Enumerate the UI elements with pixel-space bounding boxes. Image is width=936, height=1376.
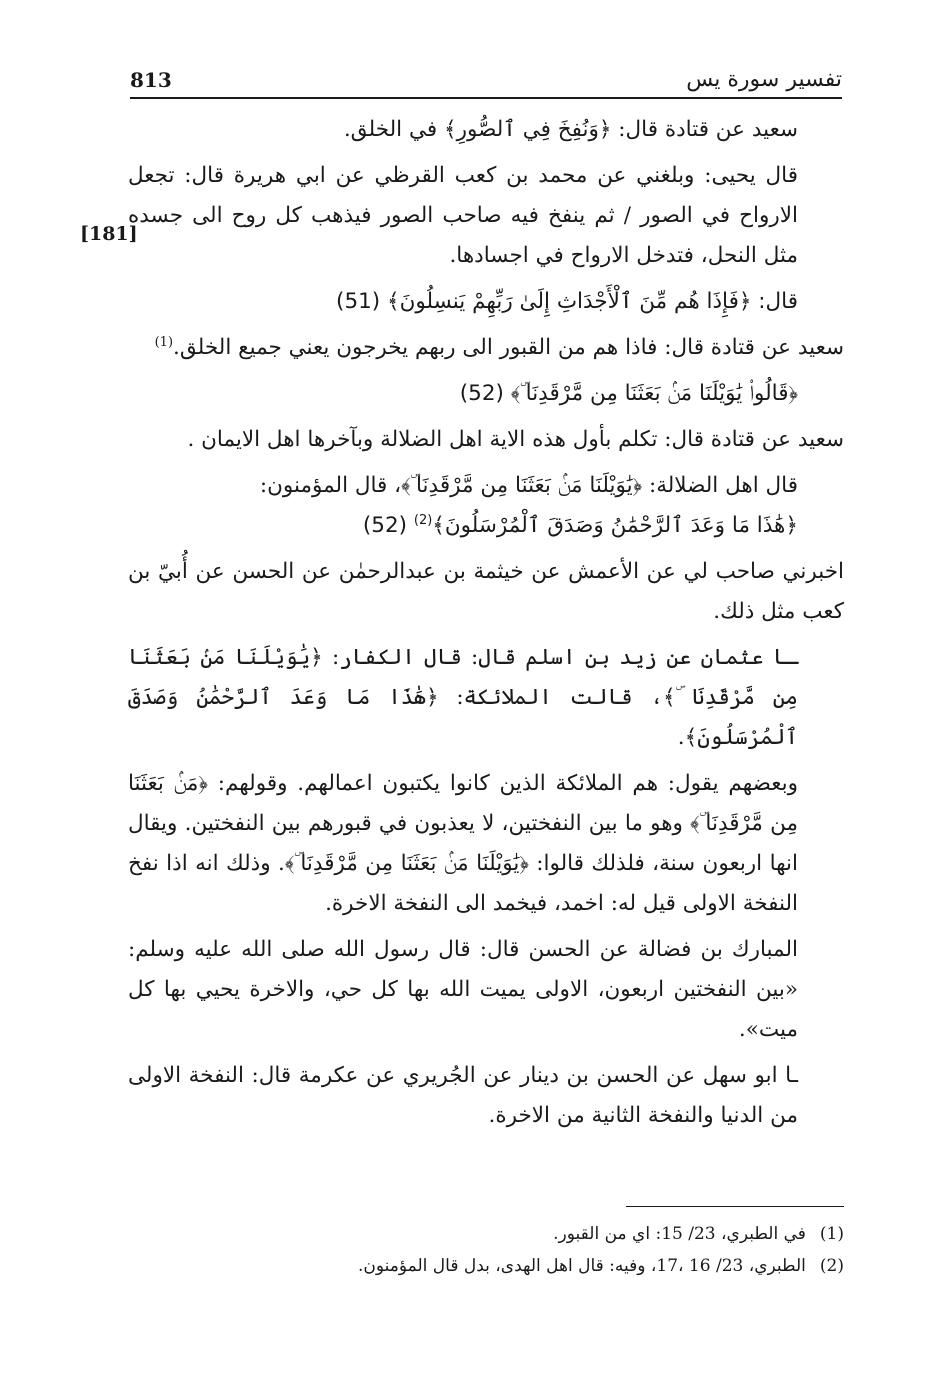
footnote-1-number: (1): [819, 1224, 844, 1244]
verse-number-52: (52): [362, 513, 408, 538]
running-title: تفسير سورة يس: [686, 67, 842, 92]
paragraph-8: وبعضهم يقول: هم الملائكة الذين كانوا يكتبون اعمالهم. وقولهم: ﴿مَنۢ بَعَثَنَا مِن مَّرْقَدِنَا ۜ﴾ وهو ما بين النفختين، لا يعذبون في قبورهم بين النفختين. ويقال انها اربعون سنة، فلذلك قالوا: ﴿يَٰوَيْلَنَا مَنۢ بَعَثَنَا مِن مَّرْقَدِنَا ۜ﴾. وذلك انه اذا نفخ النفخة الاولى قيل له: اخمد، فيخمد الى النفخة الاخرة.: [128, 771, 798, 916]
paragraph-1: سعيد عن قتادة قال: ﴿وَنُفِخَ فِي ٱلصُّورِ﴾ في الخلق.: [343, 117, 798, 142]
body-text: [128, 110, 844, 1136]
page-header: [130, 58, 842, 92]
paragraph-3-text: سعيد عن قتادة قال: فاذا هم من القبور الى ربهم يخرجون يعني جميع الخلق.: [173, 335, 844, 360]
verse-52: ﴿قَالُوا۟ يَٰوَيْلَنَا مَنۢ بَعَثَنَا مِن مَّرْقَدِنَا ۜ﴾ (52): [459, 381, 798, 406]
page-number: 813: [130, 68, 172, 92]
paragraph-9: المبارك بن فضالة عن الحسن قال: قال رسول الله صلى الله عليه وسلم: «بين النفختين اربعون، الاولى يميت الله بها كل حي، والاخرة يحيي بها كل ميت».: [128, 937, 798, 1042]
paragraph-4: سعيد عن قتادة قال: تكلم بأول هذه الاية اهل الضلالة وبآخرها اهل الايمان .: [187, 427, 844, 452]
manuscript-folio-ref: [181]: [80, 223, 138, 245]
footnotes: [200, 1218, 844, 1282]
footnote-2-text: الطبري، 23/ 16 ،17، وفيه: قال اهل الهدى، بدل قال المؤمنون.: [357, 1256, 806, 1276]
footnote-2-number: (2): [819, 1256, 844, 1276]
paragraph-5: قال اهل الضلالة: ﴿يَٰوَيْلَنَا مَنۢ بَعَثَنَا مِن مَّرْقَدِنَا ۜ﴾، قال المؤمنون:: [259, 473, 798, 498]
paragraph-10: ـا ابو سهل عن الحسن بن دينار عن الجُريري عن عكرمة قال: النفخة الاولى من الدنيا والنفخة الثانية من الاخرة.: [128, 1063, 798, 1128]
footnote-1: [200, 1218, 844, 1250]
paragraph-6: اخبرني صاحب لي عن الأعمش عن خيثمة بن عبدالرحمٰن عن الحسن عن أُبيّ بن كعب مثل ذلك.: [128, 559, 844, 624]
footnote-marker-1: (1): [154, 334, 174, 350]
footnote-2: [200, 1250, 844, 1282]
footnote-rule: [626, 1206, 844, 1207]
footnote-1-text: في الطبري، 23/ 15: اي من القبور.: [553, 1224, 806, 1244]
paragraph-3: [128, 328, 844, 368]
footnote-marker-2: (2): [413, 512, 433, 528]
header-rule: [130, 97, 842, 99]
paragraph-2: قال يحيى: وبلغني عن محمد بن كعب القرظي عن ابي هريرة قال: تجعل الارواح في الصور / ثم ينفخ فيه صاحب الصور فيذهب كل روح الى جسده مثل النحل، فتدخل الارواح في اجسادها.: [128, 163, 798, 268]
paragraph-7: ـا عثمان عن زيد بن اسلم قال: قال الكفار: ﴿يَٰوَيْلَنَا مَنۢ بَعَثَنَا مِن مَّرْقَدِنَا ۜ﴾، قالت الملائكة: ﴿هَٰذَا مَا وَعَدَ ٱلرَّحْمَٰنُ وَصَدَقَ ٱلْمُرْسَلُونَ﴾.: [128, 645, 798, 750]
verse-52-second-text: ﴿هَٰذَا مَا وَعَدَ ٱلرَّحْمَٰنُ وَصَدَقَ ٱلْمُرْسَلُونَ﴾: [432, 513, 798, 538]
verse-52-second: [128, 506, 844, 546]
verse-51: قال: ﴿فَإِذَا هُم مِّنَ ٱلْأَجْدَاثِ إِلَىٰ رَبِّهِمْ يَنسِلُونَ﴾ (51): [336, 289, 798, 314]
